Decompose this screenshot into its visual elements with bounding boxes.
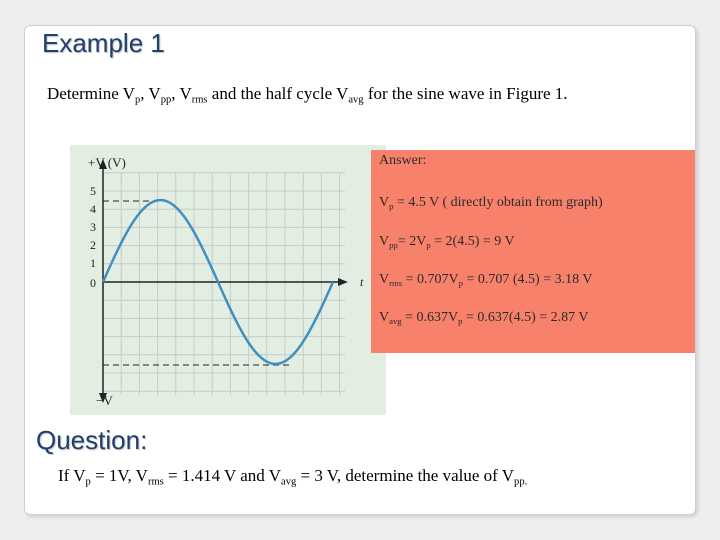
vp-a: V [379, 195, 390, 210]
answer-vp [379, 195, 603, 211]
tick-4: 4 [90, 202, 96, 216]
prompt-sub-4: avg [348, 94, 364, 106]
q-sub-4: pp. [514, 476, 528, 488]
vp-sub: p [389, 201, 394, 212]
vrms-a: V [379, 272, 390, 287]
prompt-text-5: for the sine wave in Figure 1. [363, 84, 568, 103]
prompt-text-4: and the half cycle V [207, 84, 349, 103]
vavg-c: = 0.637(4.5) = 2.87 V [462, 310, 589, 325]
vp-b: = 4.5 V ( directly obtain from graph) [393, 195, 603, 210]
tick-2: 2 [90, 238, 96, 252]
tick-0: 0 [90, 276, 96, 290]
grid [103, 173, 345, 395]
vrms-b: = 0.707V [402, 272, 459, 287]
q-text-1: If V [58, 466, 86, 485]
neg-v-label: −V [96, 393, 113, 408]
vpp-sub: pp [389, 240, 398, 251]
prompt-text-3: , V [171, 84, 192, 103]
tick-3: 3 [90, 220, 96, 234]
vavg-sub-2: p [458, 316, 463, 327]
vrms-c: = 0.707 (4.5) = 3.18 V [463, 272, 593, 287]
q-sub-3: avg [281, 476, 297, 488]
q-text-3: = 1.414 V and V [163, 466, 282, 485]
prompt-sub-2: pp [160, 94, 172, 106]
x-axis-arrow [338, 278, 348, 286]
y-axis-label: +V (V) [88, 155, 126, 170]
vpp-a: V [379, 234, 390, 249]
answer-heading: Answer: [379, 153, 427, 168]
vavg-sub: avg [389, 316, 402, 327]
vpp-sub-2: p [426, 240, 431, 251]
t-axis-label: t [360, 275, 364, 289]
answer-vrms [379, 272, 592, 288]
vavg-b: = 0.637V [401, 310, 459, 325]
vavg-a: V [379, 310, 390, 325]
slide-title: Example 1 [42, 28, 165, 58]
sine-wave-svg [70, 145, 386, 415]
question-title: Question: [36, 425, 148, 455]
answer-vavg [379, 310, 589, 326]
q-text-2: = 1V, V [90, 466, 148, 485]
q-text-4: = 3 V, determine the value of V [296, 466, 515, 485]
sine-wave-figure [70, 145, 386, 415]
tick-1: 1 [90, 256, 96, 270]
answer-box [371, 150, 695, 353]
prompt-text-1: Determine V [47, 84, 135, 103]
vpp-c: = 2(4.5) = 9 V [430, 234, 515, 249]
answer-vpp [379, 234, 515, 250]
q-sub-2: rms [147, 476, 164, 488]
vrms-sub-2: p [458, 278, 463, 289]
vrms-sub: rms [389, 278, 403, 289]
prompt-text-2: , V [140, 84, 161, 103]
prompt-sub-3: rms [191, 94, 208, 106]
question-text [58, 466, 527, 486]
problem-statement [47, 84, 568, 104]
prompt-sub-1: p [134, 94, 141, 106]
tick-5: 5 [90, 184, 96, 198]
vpp-b: = 2V [397, 234, 427, 249]
q-sub-1: p [85, 476, 91, 488]
